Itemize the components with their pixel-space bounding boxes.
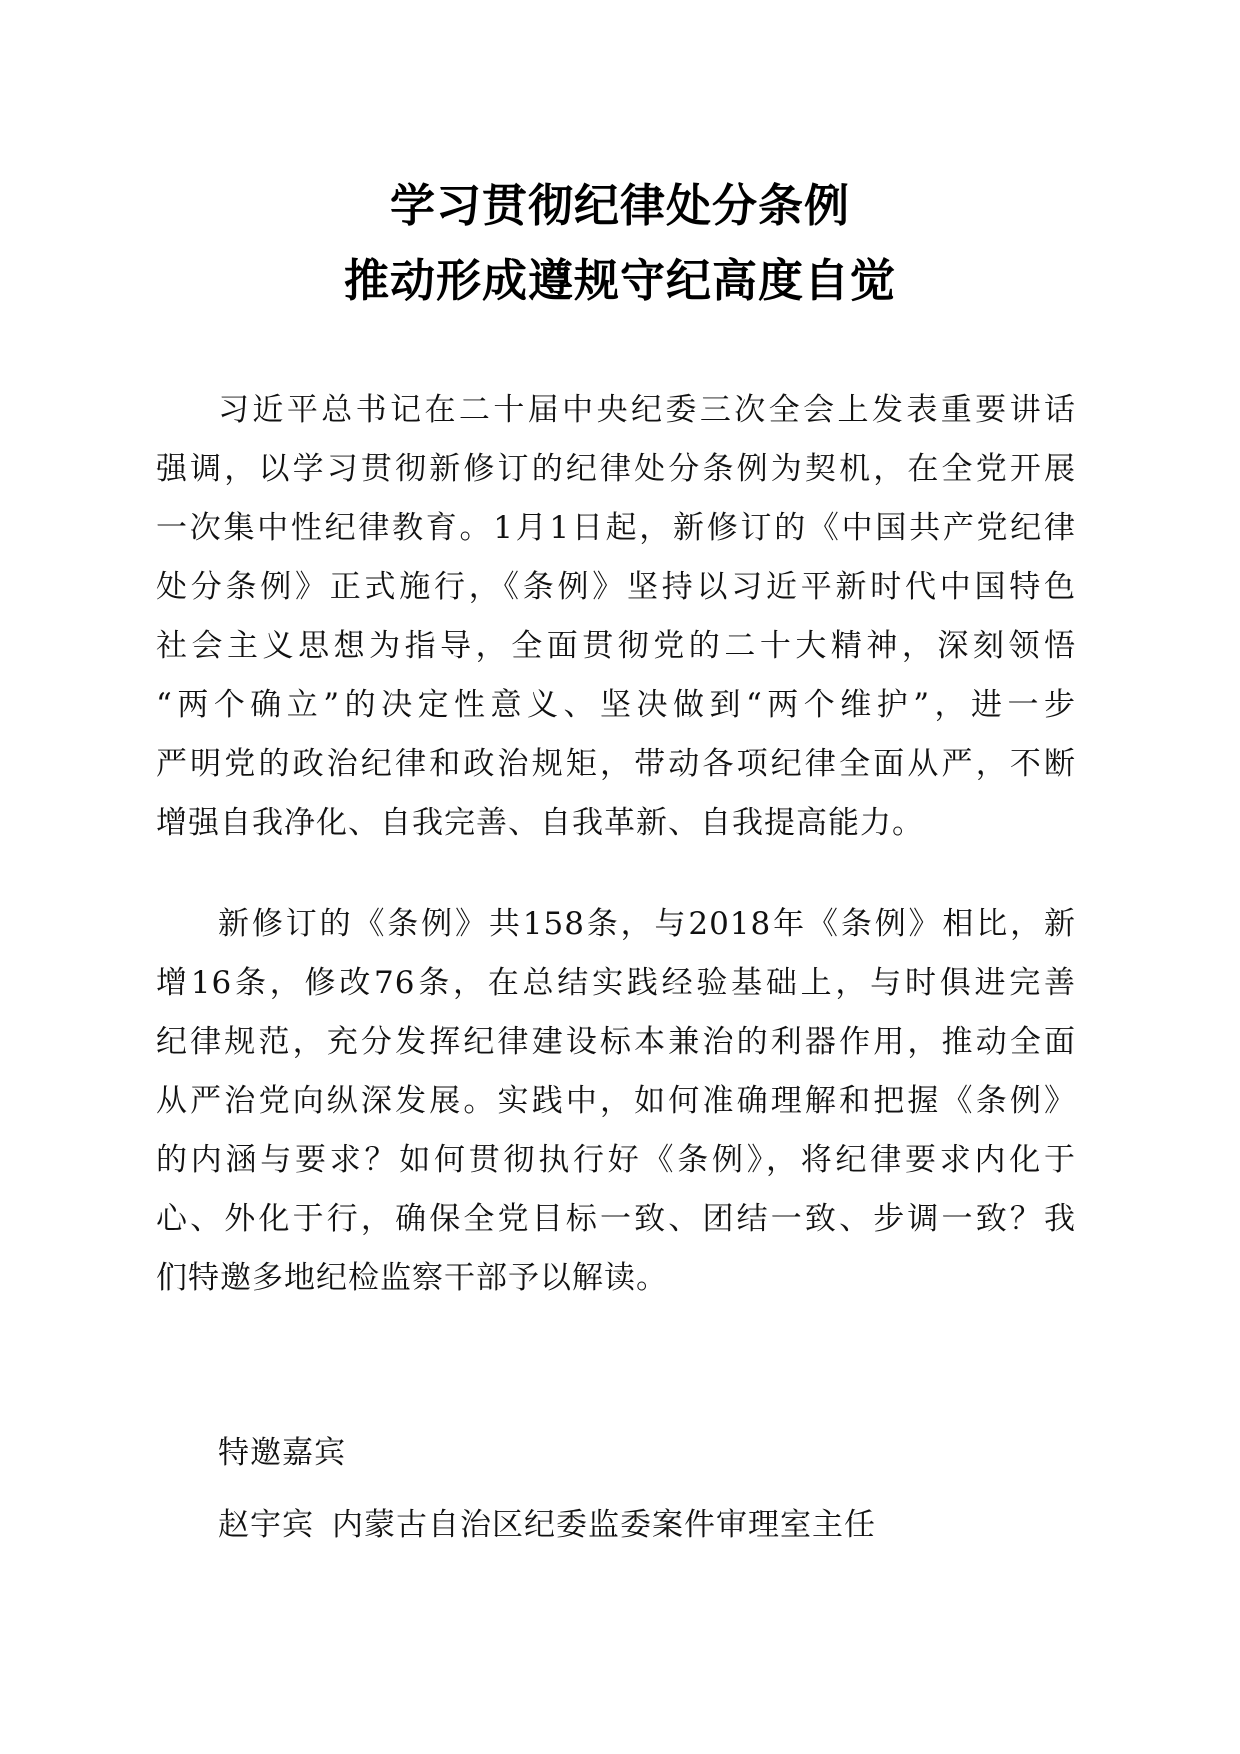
paragraph-line: 的内涵与要求？如何贯彻执行好《条例》，将纪律要求内化于: [156, 1142, 1076, 1178]
guest-position: 内蒙古自治区纪委监委案件审理室主任: [332, 1507, 876, 1543]
paragraph-line: 们特邀多地纪检监察干部予以解读。: [156, 1260, 668, 1296]
document-title-line-2: 推动形成遵规守纪高度自觉: [343, 254, 896, 307]
paragraph-line: 强调，以学习贯彻新修订的纪律处分条例为契机，在全党开展: [156, 451, 1076, 487]
paragraph-line: 纪律规范，充分发挥纪律建设标本兼治的利器作用，推动全面: [156, 1024, 1076, 1060]
paragraph-line: 严明党的政治纪律和政治规矩，带动各项纪律全面从严，不断: [156, 746, 1076, 782]
paragraph-line: 新修订的《条例》共158条，与2018年《条例》相比，新: [218, 906, 1076, 942]
paragraph-line: 一次集中性纪律教育。1月1日起，新修订的《中国共产党纪律: [156, 510, 1076, 546]
paragraph-line: 心、外化于行，确保全党目标一致、团结一致、步调一致？我: [156, 1201, 1076, 1237]
guests-heading: 特邀嘉宾: [218, 1435, 346, 1471]
paragraph-line: 从严治党向纵深发展。实践中，如何准确理解和把握《条例》: [156, 1083, 1076, 1119]
paragraph-line: 处分条例》正式施行，《条例》坚持以习近平新时代中国特色: [156, 569, 1076, 605]
paragraph-line: 增强自我净化、自我完善、自我革新、自我提高能力。: [156, 805, 924, 841]
paragraph-intro: [156, 381, 1076, 853]
paragraph-line: 习近平总书记在二十届中央纪委三次全会上发表重要讲话: [218, 392, 1076, 428]
paragraph-line: 社会主义思想为指导，全面贯彻党的二十大精神，深刻领悟: [156, 628, 1076, 664]
guest-entry: [218, 1496, 876, 1555]
paragraph-line: “两个确立”的决定性意义、坚决做到“两个维护”，进一步: [156, 687, 1076, 723]
paragraph-line: 增16条，修改76条，在总结实践经验基础上，与时俱进完善: [156, 965, 1076, 1001]
document-title-line-1: 学习贯彻纪律处分条例: [389, 179, 850, 232]
guest-name: 赵宇宾: [218, 1507, 314, 1543]
paragraph-revision: [156, 895, 1076, 1308]
